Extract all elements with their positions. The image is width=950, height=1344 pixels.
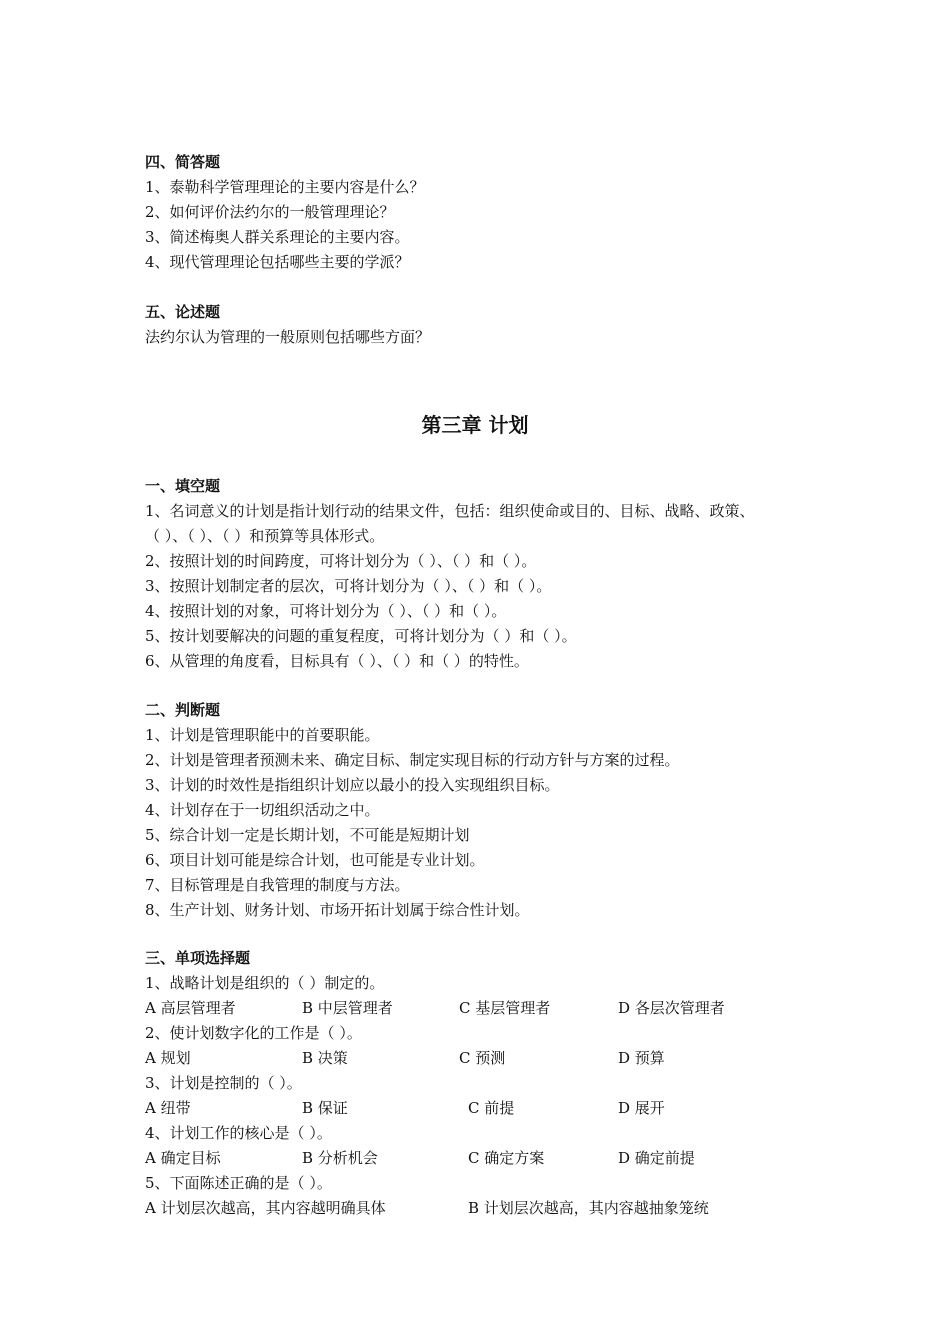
option-c: C 基层管理者 <box>459 999 551 1017</box>
option-d: D 各层次管理者 <box>618 999 725 1017</box>
question-line: 法约尔认为管理的一般原则包括哪些方面？ <box>145 328 431 346</box>
choice-options <box>145 996 835 1021</box>
choice-options <box>145 1046 835 1071</box>
section-multiple-choice <box>145 946 835 1221</box>
question-line: 4、按照计划的对象，可将计划分为（ ）、（ ）和（ ）。 <box>145 602 507 620</box>
option-c: C 前提 <box>468 1099 515 1117</box>
choice-options <box>145 1146 835 1171</box>
section-fill-blank <box>145 474 835 674</box>
option-a: A 规划 <box>145 1049 191 1067</box>
option-b: B 计划层次越高，其内容越抽象笼统 <box>468 1199 709 1217</box>
option-d: D 确定前提 <box>618 1149 695 1167</box>
choice-question: 1、战略计划是组织的（ ）制定的。 <box>145 974 385 992</box>
question-line: 8、生产计划、财务计划、市场开拓计划属于综合性计划。 <box>145 901 530 919</box>
choice-question: 3、计划是控制的（ ）。 <box>145 1074 302 1092</box>
option-c: C 确定方案 <box>468 1149 545 1167</box>
question-line: 6、从管理的角度看，目标具有（ ）、（ ）和（ ）的特性。 <box>145 652 529 670</box>
option-b: B 分析机会 <box>302 1149 378 1167</box>
question-line: 1、计划是管理职能中的首要职能。 <box>145 726 380 744</box>
option-d: D 预算 <box>618 1049 665 1067</box>
question-line: 2、按照计划的时间跨度，可将计划分为（ ）、（ ）和（ ）。 <box>145 552 537 570</box>
choice-question: 2、使计划数字化的工作是（ ）。 <box>145 1024 362 1042</box>
option-b: B 中层管理者 <box>302 999 393 1017</box>
question-line: 4、计划存在于一切组织活动之中。 <box>145 801 380 819</box>
section-title: 一、填空题 <box>145 477 221 495</box>
question-line: （ ）、（ ）、（ ）和预算等具体形式。 <box>145 527 385 545</box>
option-a: A 计划层次越高，其内容越明确具体 <box>145 1199 386 1217</box>
option-a: A 纽带 <box>145 1099 191 1117</box>
section-title: 二、判断题 <box>145 701 221 719</box>
question-line: 5、综合计划一定是长期计划，不可能是短期计划 <box>145 826 470 844</box>
choice-question: 4、计划工作的核心是（ ）。 <box>145 1124 332 1142</box>
question-line: 6、项目计划可能是综合计划，也可能是专业计划。 <box>145 851 485 869</box>
section-short-answer <box>145 150 835 275</box>
choice-question: 5、下面陈述正确的是（ ）。 <box>145 1174 332 1192</box>
section-title: 五、论述题 <box>145 303 221 321</box>
question-line: 2、计划是管理者预测未来、确定目标、制定实现目标的行动方针与方案的过程。 <box>145 751 680 769</box>
option-b: B 决策 <box>302 1049 348 1067</box>
choice-options <box>145 1096 835 1121</box>
question-line: 1、名词意义的计划是指计划行动的结果文件，包括：组织使命或目的、目标、战略、政策、 <box>145 502 755 520</box>
section-true-false <box>145 698 835 923</box>
question-line: 3、简述梅奥人群关系理论的主要内容。 <box>145 228 410 246</box>
question-line: 4、现代管理理论包括哪些主要的学派？ <box>145 253 410 271</box>
choice-options <box>145 1196 835 1221</box>
chapter-title: 第三章 计划 <box>421 413 529 437</box>
option-a: A 确定目标 <box>145 1149 221 1167</box>
option-d: D 展开 <box>618 1099 665 1117</box>
section-title: 四、简答题 <box>145 153 221 171</box>
option-b: B 保证 <box>302 1099 348 1117</box>
question-line: 5、按计划要解决的问题的重复程度，可将计划分为（ ）和（ ）。 <box>145 627 577 645</box>
option-c: C 预测 <box>459 1049 506 1067</box>
section-title: 三、单项选择题 <box>145 949 251 967</box>
question-line: 1、泰勒科学管理理论的主要内容是什么？ <box>145 178 425 196</box>
section-essay <box>145 300 835 350</box>
question-line: 3、计划的时效性是指组织计划应以最小的投入实现组织目标。 <box>145 776 560 794</box>
option-a: A 高层管理者 <box>145 999 236 1017</box>
question-line: 3、按照计划制定者的层次，可将计划分为（ ）、（ ）和（ ）。 <box>145 577 552 595</box>
question-line: 7、目标管理是自我管理的制度与方法。 <box>145 876 410 894</box>
question-line: 2、如何评价法约尔的一般管理理论？ <box>145 203 395 221</box>
